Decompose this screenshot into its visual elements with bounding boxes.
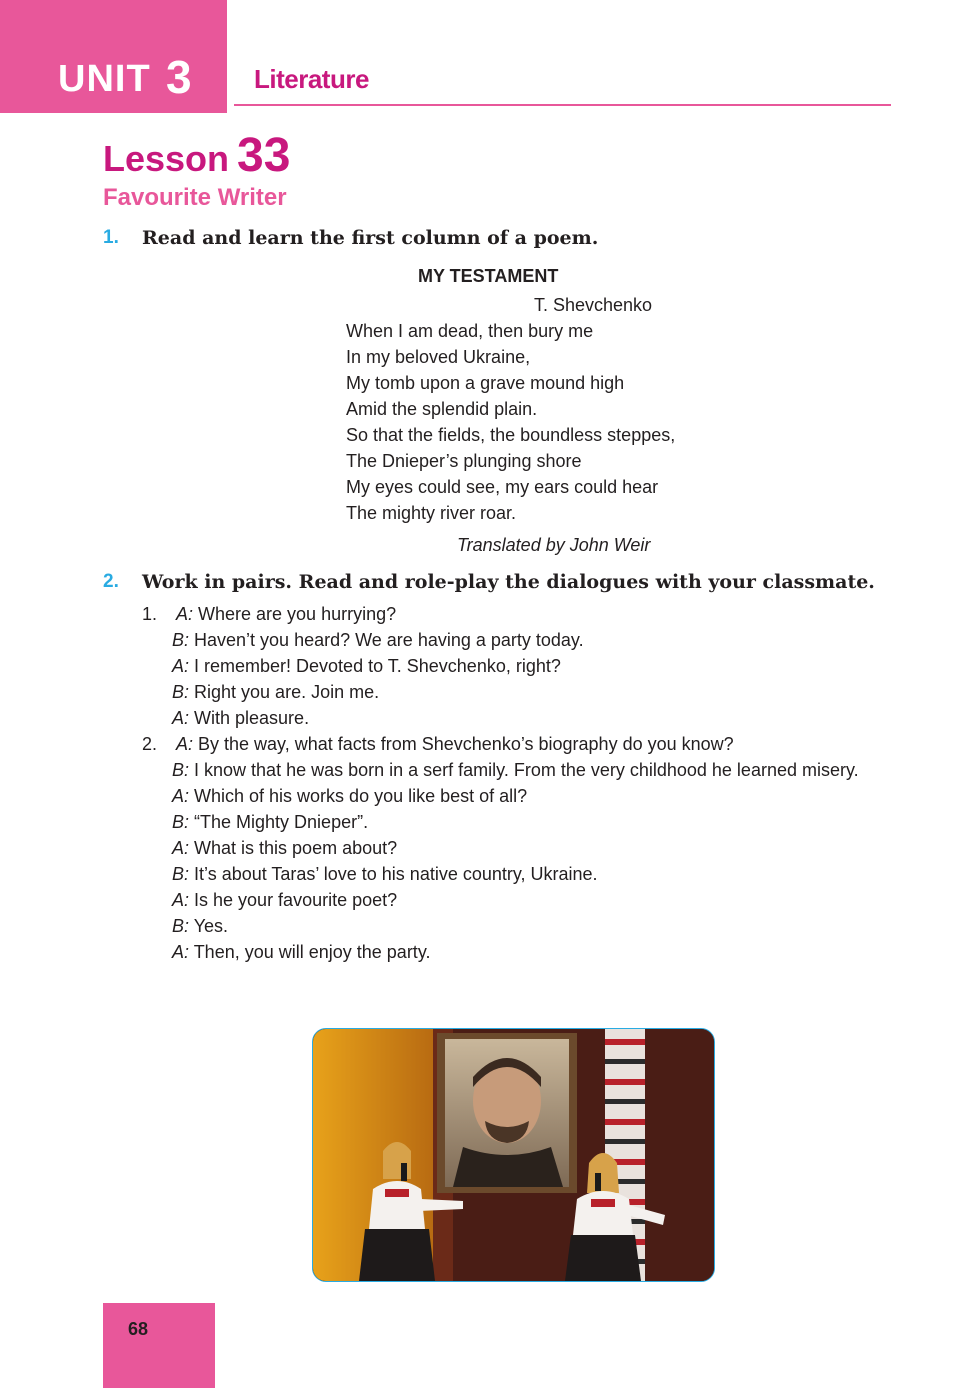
poem-line: My tomb upon a grave mound high <box>346 373 625 393</box>
lesson-number: 33 <box>237 129 291 182</box>
dialogue-text: Yes. <box>189 916 229 936</box>
dialogue-number: 2. <box>142 734 158 754</box>
speaker-label: A: <box>172 942 190 962</box>
dialogue-line <box>142 913 890 939</box>
task-1-instruction: Read and learn the first column of a poem. <box>142 227 599 249</box>
task-2-instruction: Work in pairs. Read and role-play the dialogues with your classmate. <box>142 571 875 593</box>
poem-body <box>346 318 675 526</box>
speaker-label: A: <box>176 604 194 624</box>
dialogue-line <box>142 679 890 705</box>
speaker-label: A: <box>172 838 190 858</box>
lesson-title <box>103 128 290 183</box>
dialogues <box>142 601 890 965</box>
task-1-number: 1. <box>103 227 119 248</box>
page-number-box <box>103 1303 215 1388</box>
poem-line: So that the fields, the boundless steppes, <box>346 425 676 445</box>
speaker-label: B: <box>172 916 190 936</box>
speaker-label: A: <box>172 708 190 728</box>
dialogue-line <box>142 887 890 913</box>
dialogue-line <box>142 809 890 835</box>
section-title: Literature <box>254 64 369 94</box>
speaker-label: A: <box>172 656 190 676</box>
event-photo <box>312 1028 715 1282</box>
dialogue-line <box>142 653 890 679</box>
dialogue-line <box>142 939 890 965</box>
header-divider <box>234 104 891 106</box>
dialogue-text: I know that he was born in a serf family. From the very childhood he learned misery. <box>189 760 859 780</box>
poem-line: In my beloved Ukraine, <box>346 347 531 367</box>
dialogue-text: By the way, what facts from Shevchenko’s biography do you know? <box>193 734 734 754</box>
dialogue-text: With pleasure. <box>189 708 310 728</box>
event-photo-illustration <box>313 1029 714 1281</box>
dialogue-line <box>142 783 890 809</box>
dialogue-line <box>142 601 890 627</box>
dialogue-line <box>142 731 890 757</box>
lesson-subtitle: Favourite Writer <box>103 184 287 211</box>
unit-word: UNIT <box>58 58 151 100</box>
dialogue-number: 1. <box>142 604 158 624</box>
poem-line: The mighty river roar. <box>346 503 517 523</box>
dialogue-text: Haven’t you heard? We are having a party today. <box>189 630 584 650</box>
unit-banner <box>0 0 227 113</box>
dialogue-line <box>142 861 890 887</box>
poem-line: The Dnieper’s plunging shore <box>346 451 582 471</box>
speaker-label: A: <box>172 890 190 910</box>
speaker-label: B: <box>172 864 190 884</box>
dialogue-line <box>142 757 890 783</box>
poem-line: My eyes could see, my ears could hear <box>346 477 659 497</box>
speaker-label: B: <box>172 682 190 702</box>
dialogue-text: What is this poem about? <box>189 838 398 858</box>
dialogue-line <box>142 705 890 731</box>
dialogue-line <box>142 627 890 653</box>
dialogue-text: It’s about Taras’ love to his native country, Ukraine. <box>189 864 598 884</box>
dialogue-text: “The Mighty Dnieper”. <box>189 812 369 832</box>
unit-number: 3 <box>166 51 192 103</box>
dialogue-text: Then, you will enjoy the party. <box>189 942 431 962</box>
speaker-label: A: <box>172 786 190 806</box>
poem-translator: Translated by John Weir <box>457 535 651 555</box>
dialogue-text: Where are you hurrying? <box>193 604 397 624</box>
speaker-label: B: <box>172 630 190 650</box>
poem-line: When I am dead, then bury me <box>346 321 594 341</box>
lesson-word: Lesson <box>103 138 230 179</box>
page-number: 68 <box>128 1319 149 1339</box>
task-2-number: 2. <box>103 571 119 592</box>
dialogue-line <box>142 835 890 861</box>
speaker-label: B: <box>172 812 190 832</box>
dialogue-text: I remember! Devoted to T. Shevchenko, right? <box>189 656 561 676</box>
speaker-label: A: <box>176 734 194 754</box>
speaker-label: B: <box>172 760 190 780</box>
poem-line: Amid the splendid plain. <box>346 399 538 419</box>
poem-title: MY TESTAMENT <box>418 266 559 286</box>
portrait-frame <box>437 1033 577 1193</box>
dialogue-text: Which of his works do you like best of all? <box>189 786 528 806</box>
poem-author: T. Shevchenko <box>534 295 653 315</box>
dialogue-text: Right you are. Join me. <box>189 682 380 702</box>
dialogue-text: Is he your favourite poet? <box>189 890 398 910</box>
